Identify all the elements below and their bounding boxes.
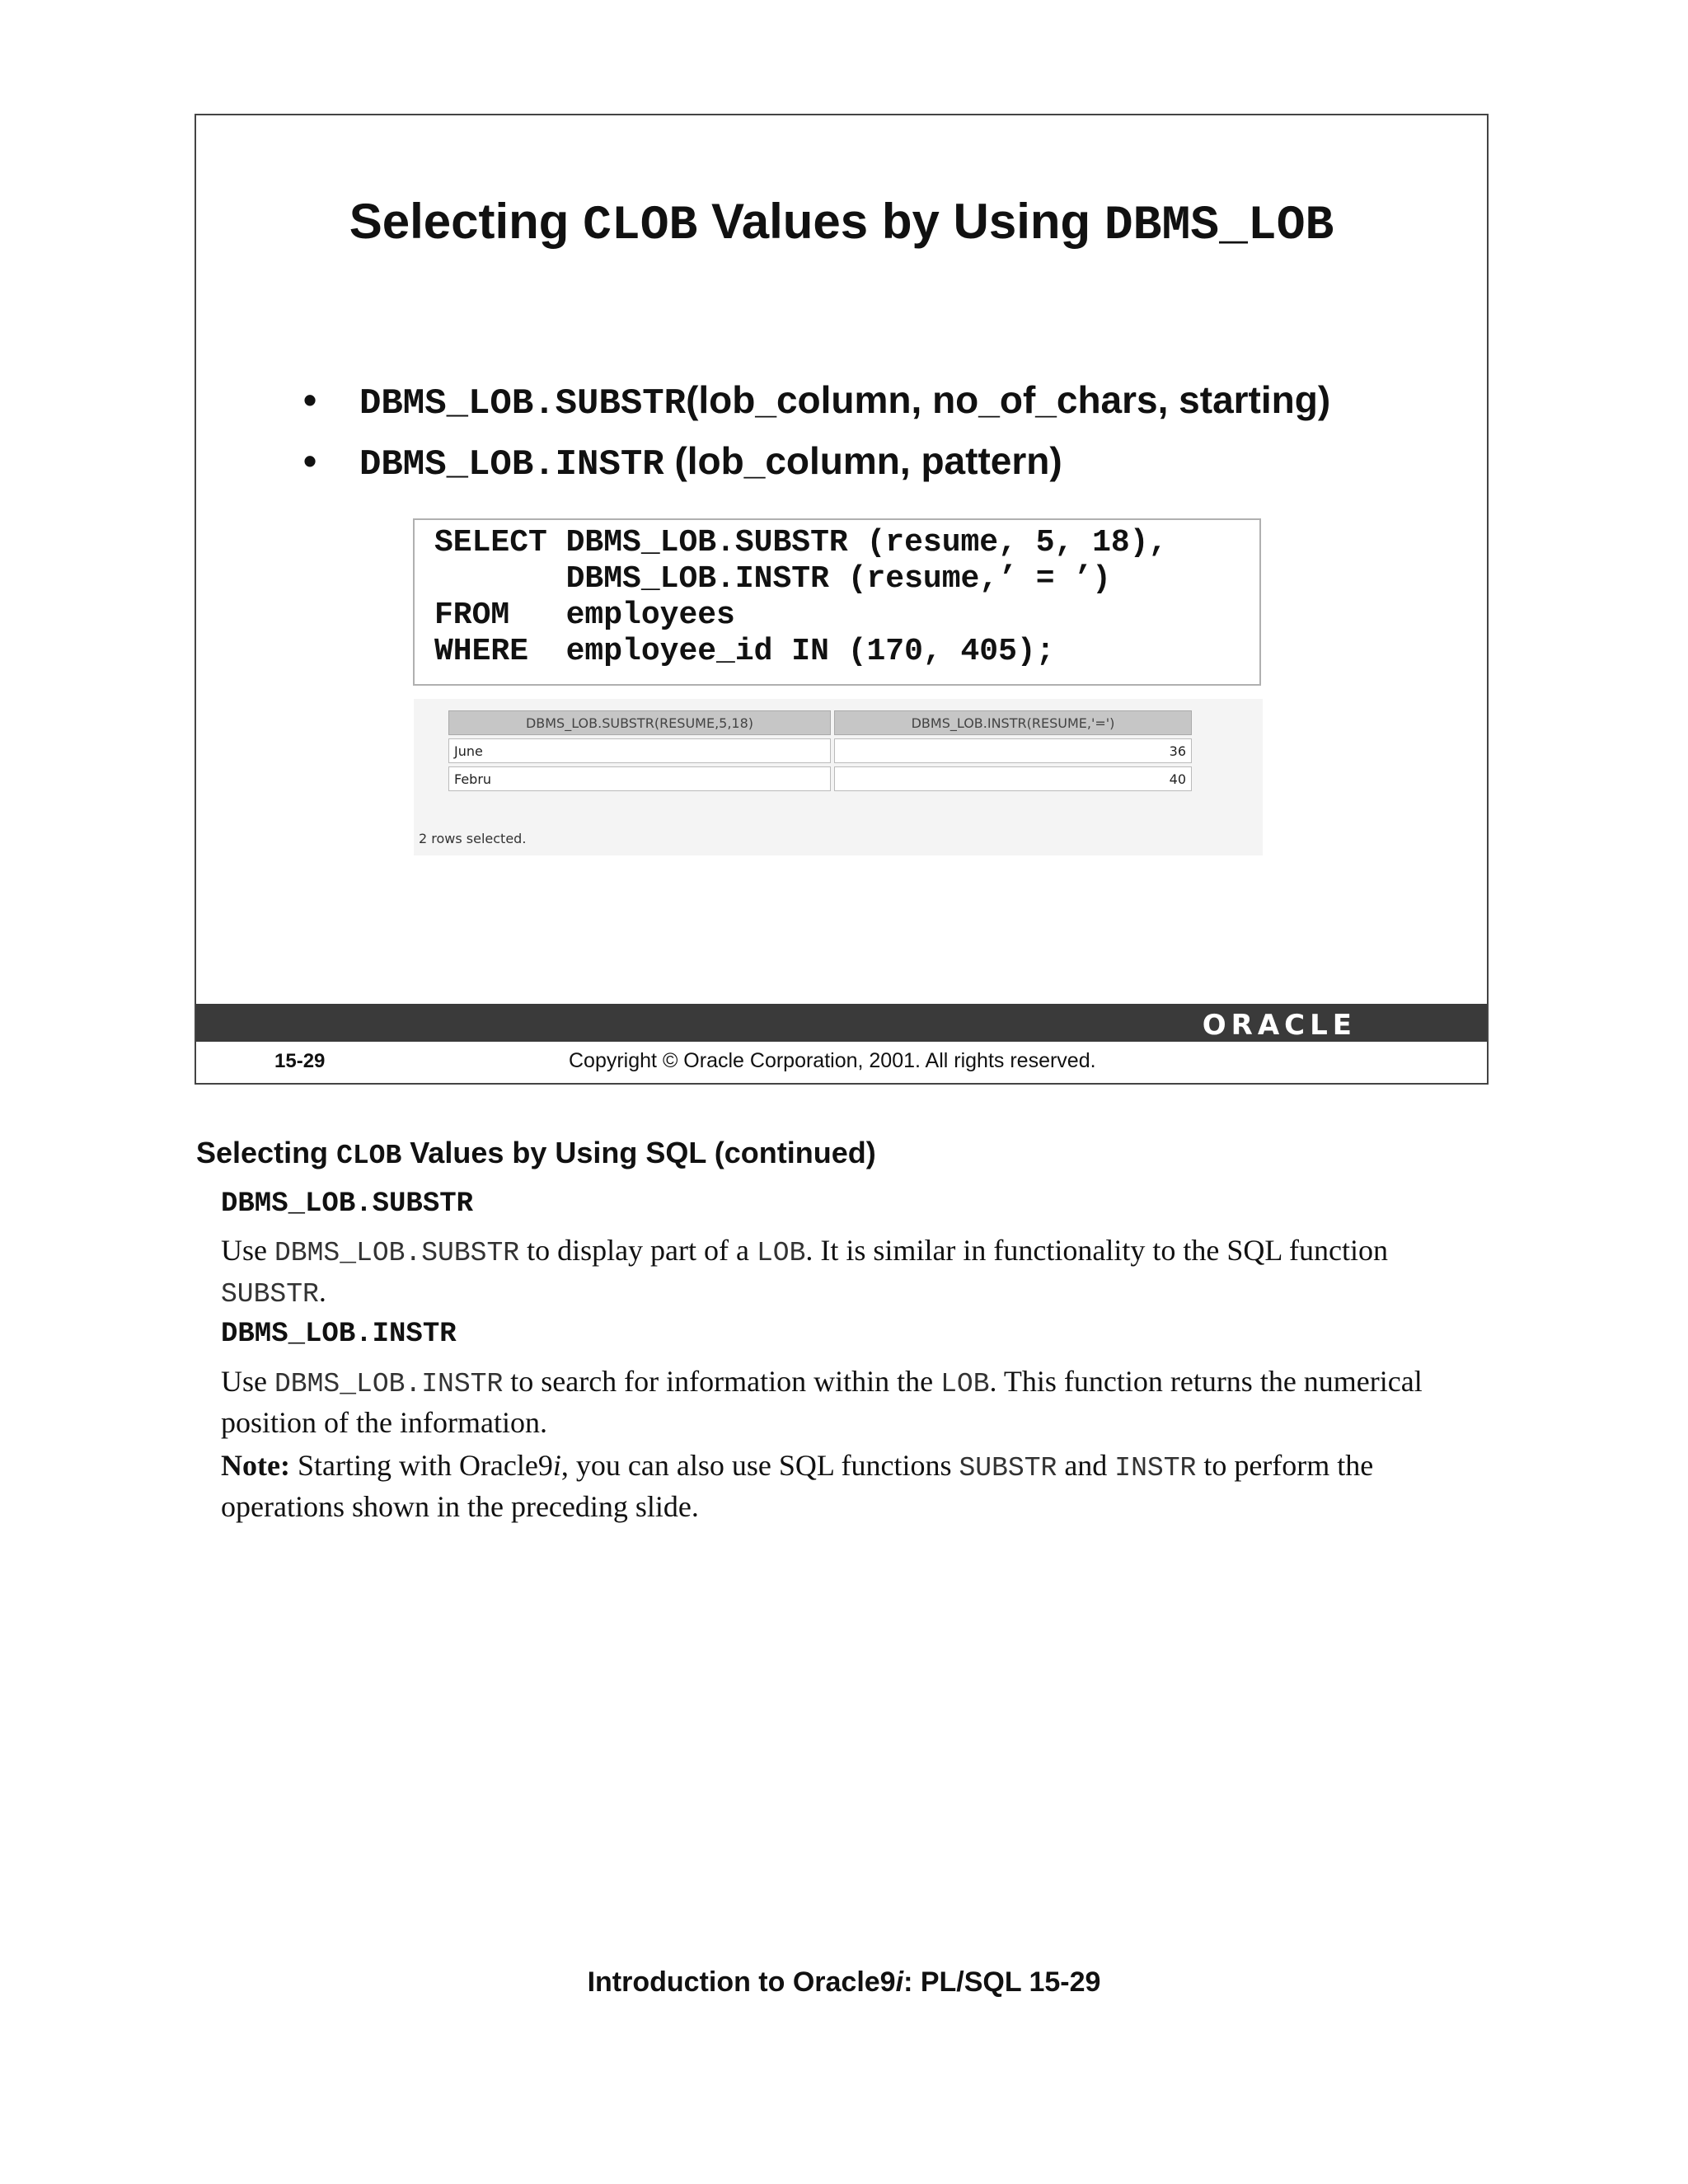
rows-selected-text: 2 rows selected. <box>419 831 527 846</box>
notes-heading: Selecting CLOB Values by Using SQL (continued) <box>196 1136 876 1171</box>
bullet-dot: • <box>303 378 317 421</box>
subhead-substr: DBMS_LOB.SUBSTR <box>221 1188 474 1220</box>
column-header: DBMS_LOB.SUBSTR(RESUME,5,18) <box>448 710 831 735</box>
column-header: DBMS_LOB.INSTR(RESUME,'=') <box>834 710 1192 735</box>
sql-code: SELECT DBMS_LOB.SUBSTR (resume, 5, 18), DBMS_LOB.INSTR (resume,’ = ’) FROM employees WHERE employee_id IN (170, 405); <box>434 525 1168 669</box>
table-cell: 36 <box>834 738 1192 763</box>
code-block <box>413 518 1261 686</box>
slide-footer-bar <box>196 1004 1487 1042</box>
paragraph-instr: Use DBMS_LOB.INSTR to search for information within the LOB. This function returns the numerical position of the information. <box>221 1365 1423 1439</box>
table-cell: June <box>448 738 831 763</box>
table-row <box>448 766 1192 791</box>
note-paragraph: Note: Starting with Oracle9i, you can also use SQL functions SUBSTR and INSTR to perform the operations shown in the preceding slide. <box>221 1449 1374 1523</box>
copyright-text: Copyright © Oracle Corporation, 2001. All rights reserved. <box>569 1049 1096 1072</box>
slide: Selecting CLOB Values by Using DBMS_LOB • DBMS_LOB.SUBSTR(lob_column, no_of_chars, starting) • DBMS_LOB.INSTR (lob_column, pattern) SELECT DBMS_LOB.SUBSTR (resume, 5, 18), DBMS_LOB.INSTR (resume,’ = ’) FROM employees WHERE employee_id IN (170, 405); DBMS_LOB.SUBSTR(RESUME,5,18) DBMS_LOB.INSTR(RESUME,'=') June 36 Febru 40 2 rows selected. ORACLE 15-29 Copyright © Oracle Corporation, 2001. All rights reserved. <box>195 114 1489 1085</box>
table-row <box>448 738 1192 763</box>
paragraph-substr: Use DBMS_LOB.SUBSTR to display part of a LOB. It is similar in functionality to the SQL function SUBSTR. <box>221 1234 1388 1310</box>
result-table <box>445 707 1195 794</box>
slide-number: 15-29 <box>274 1050 326 1072</box>
bullet-dot: • <box>303 439 317 482</box>
query-result <box>414 699 1263 855</box>
subhead-instr: DBMS_LOB.INSTR <box>221 1319 457 1350</box>
oracle-logo: ORACLE <box>1202 1009 1357 1042</box>
table-cell: Febru <box>448 766 831 791</box>
slide-title: Selecting CLOB Values by Using DBMS_LOB <box>349 194 1334 253</box>
table-cell: 40 <box>834 766 1192 791</box>
page-footer: Introduction to Oracle9i: PL/SQL 15-29 <box>587 1966 1101 1998</box>
